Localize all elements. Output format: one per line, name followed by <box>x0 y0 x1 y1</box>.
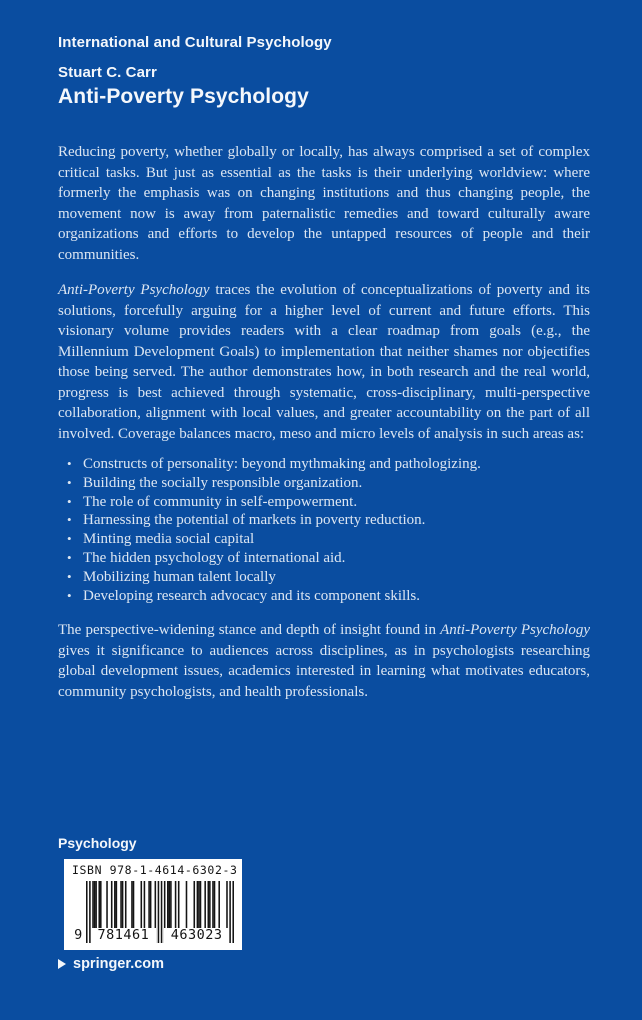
subject-category-label: Psychology <box>58 835 137 851</box>
topic-text: The hidden psychology of international aid. <box>83 549 346 566</box>
bullet-icon: • <box>67 549 72 565</box>
bullet-icon: • <box>67 587 72 603</box>
barcode-digit-first: 9 <box>74 927 83 943</box>
barcode-digit-group-1: 781461 <box>91 928 156 943</box>
barcode-digit-group-2: 463023 <box>164 928 229 943</box>
list-item <box>64 511 590 530</box>
bullet-icon: • <box>67 474 72 490</box>
audience-paragraph <box>58 620 590 702</box>
topic-text: Developing research advocacy and its component skills. <box>83 587 420 604</box>
bullet-icon: • <box>67 568 72 584</box>
bullet-icon: • <box>67 456 72 471</box>
synopsis-paragraph-1: Reducing poverty, whether globally or locally, has always comprised a set of complex critical tasks. But just as essential as the tasks is their underlying worldview: where formerly the emphasis was on changing institutions and thus changing people, the movement now is away from paternalistic remedies and toward culturally aware organizations and efforts to develop the untapped resources of people and their communities. <box>58 144 590 263</box>
cover-header <box>58 34 588 109</box>
book-title: Anti-Poverty Psychology <box>58 85 309 108</box>
isbn-barcode <box>64 859 242 950</box>
list-item <box>64 455 590 474</box>
audience-text-after: gives it significance to audiences across disciplines, as in psychologists researching global development issues, academics interested in learning what motivates educators, community psychologists, and health professionals. <box>58 642 590 700</box>
bullet-icon: • <box>67 531 72 547</box>
list-item <box>64 493 590 512</box>
publisher-link-row <box>58 956 164 972</box>
list-item <box>64 568 590 587</box>
list-item <box>64 549 590 568</box>
topic-text: Building the socially responsible organization. <box>83 474 363 491</box>
topic-text: Minting media social capital <box>83 531 255 548</box>
list-item <box>64 587 590 606</box>
topic-text: Harnessing the potential of markets in poverty reduction. <box>83 512 426 529</box>
topics-list <box>58 455 590 605</box>
list-item <box>64 530 590 549</box>
topic-text: Constructs of personality: beyond mythmaking and pathologizing. <box>83 456 481 472</box>
barcode-bars-area <box>72 881 234 943</box>
book-title-italic: Anti-Poverty Psychology <box>440 622 590 639</box>
synopsis-paragraph-2-text: traces the evolution of conceptualizations of poverty and its solutions, forcefully arguing for a higher level of current and future efforts. This visionary volume provides readers with a clear roadmap from goals (e.g., the Millennium Development Goals) to implementation that neither shames nor objectifies those being served. The author demonstrates how, in both research and the real world, progress is best achieved through systematic, cross-disciplinary, multi-perspective collaboration, alignment with local values, and greater accountability on the part of all involved. Coverage balances macro, meso and micro levels of analysis in such areas as: <box>58 282 590 442</box>
synopsis-paragraph-2 <box>58 280 590 444</box>
author-name: Stuart C. Carr <box>58 64 157 81</box>
bullet-icon: • <box>67 493 72 509</box>
topic-text: The role of community in self-empowerment. <box>83 493 358 510</box>
list-item <box>64 474 590 493</box>
isbn-text: ISBN 978-1-4614-6302-3 <box>72 863 238 877</box>
bullet-icon: • <box>67 512 72 528</box>
publisher-url: springer.com <box>73 956 165 972</box>
audience-text-before: The perspective-widening stance and depth of insight found in <box>58 622 441 639</box>
book-title-italic: Anti-Poverty Psychology <box>58 282 210 298</box>
cover-body <box>58 142 590 702</box>
topic-text: Mobilizing human talent locally <box>83 568 276 585</box>
arrow-icon <box>58 959 66 969</box>
series-title: International and Cultural Psychology <box>58 34 332 51</box>
